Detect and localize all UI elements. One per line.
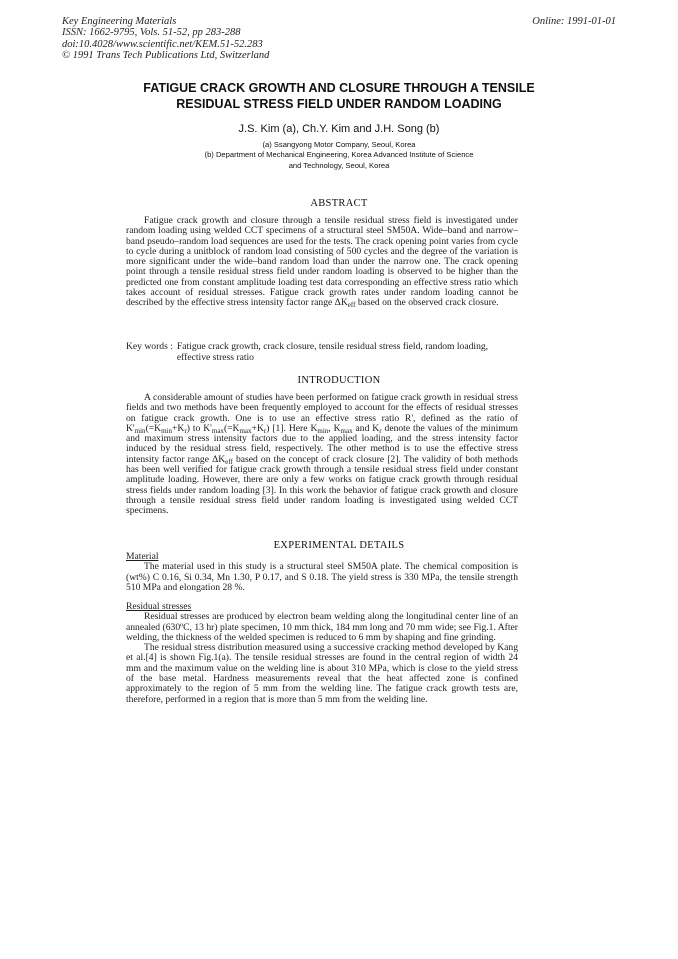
abstract-body — [126, 216, 518, 309]
residual-stresses-section — [126, 602, 518, 705]
introduction-body — [126, 393, 518, 517]
keywords — [126, 342, 518, 363]
affiliation-a: (a) Ssangyong Motor Company, Seoul, Korea — [262, 140, 416, 149]
affiliation-b-line-2: and Technology, Seoul, Korea — [288, 160, 390, 170]
material-paragraph: The material used in this study is a structural steel SM50A plate. The chemical composition is (wt%) C 0.16, Si 0.34, Mn 1.30, P 0.17, and S 0.18. The yield stress is 330 MPa, the tensile strength 510 MPa and elongation 28 %. — [126, 561, 518, 593]
online-date: Online: 1991-01-01 — [532, 16, 616, 27]
title-line-2: RESIDUAL STRESS FIELD UNDER RANDOM LOADING — [176, 97, 502, 111]
material-section — [126, 552, 518, 593]
authors: J.S. Kim (a), Ch.Y. Kim and J.H. Song (b) — [238, 123, 440, 135]
keywords-text: Fatigue crack growth, crack closure, tensile residual stress field, random loading, effective stress ratio — [176, 341, 489, 363]
residual-stresses-subheading: Residual stresses — [126, 601, 192, 612]
issn-line: ISSN: 1662-9795, Vols. 51-52, pp 283-288 — [62, 27, 241, 39]
copyright-line: © 1991 Trans Tech Publications Ltd, Switzerland — [62, 50, 270, 62]
residual-paragraph-2: The residual stress distribution measured using a successive cracking method developed by Kang et al.[4] is shown Fig.1(a). The tensile residual stresses are found in the central region of width 24 mm and the maximum value on the welding line is about 310 MPa, which is close to the yield stress of the base metal. Hardness measurements reveal that the heat affected zone is confined approximately to the region of 5 mm from the welding line. The fatigue crack growth tests are, therefore, performed in a region that is more than 5 mm from the welding line. — [126, 642, 518, 705]
experimental-heading: EXPERIMENTAL DETAILS — [273, 540, 405, 551]
affiliation-b-line-1: (b) Department of Mechanical Engineering, Korea Advanced Institute of Science — [204, 150, 474, 160]
abstract-heading: ABSTRACT — [310, 198, 368, 209]
paper-title — [100, 80, 578, 112]
journal-header — [62, 16, 269, 62]
introduction-heading: INTRODUCTION — [297, 375, 381, 386]
material-subheading: Material — [126, 551, 159, 562]
keywords-label: Key words : — [126, 341, 173, 352]
journal-name: Key Engineering Materials — [62, 16, 177, 27]
introduction-paragraph: A considerable amount of studies have been performed on fatigue crack growth in residual stress fields and two methods have been frequently employed to account for the effects of residual stresses on fatigue crack growth. One is to use an effective stress ratio R', defined as the ratio of $K'_{min}(=K_{min}+K_r)$ to $K'_{max}(=K_{max}+K_r)$ [1]. Here $K_{min}$, $K_{max}$ and $K_r$ denote the values of the minimum and maximum stress intensity factors due to the applied loading, and the stress intensity factor induced by the residual stress field, respectively. The other method is to use the effective stress intensity factor range $\Delta K_{eff}$ based on the concept of crack closure [2]. The validity of both methods has been well verified for fatigue crack growth through a tensile residual stress field under constant amplitude loading. However, there are only a few works on fatigue crack growth through residual stress fields under random loading [3]. In this work the behavior of fatigue crack growth and closure through a tensile residual stress field under random loading is investigated using welded CCT specimens. — [126, 392, 519, 517]
title-line-1: FATIGUE CRACK GROWTH AND CLOSURE THROUGH A TENSILE — [143, 81, 535, 95]
affiliations — [120, 140, 558, 171]
residual-paragraph-1: Residual stresses are produced by electron beam welding along the longitudinal center line of an annealed (630ºC, 13 hr) plate specimen, 10 mm thick, 184 mm long and 70 mm wide; see Fig.1. After welding, the thickness of the welded specimen is reduced to 6 mm by shaping and fine grinding. — [126, 611, 518, 643]
abstract-paragraph: Fatigue crack growth and closure through a tensile residual stress field is investigated under random loading using welded CCT specimens of a structural steel SM50A. Wide–band and narrow–band pseudo–random load sequences are used for the tests. The crack opening point varies from cycle to cycle during a unitblock of random load consisting of 500 cycles and the degree of the variation is more significant under the wide–band random load than under the narrow one. The crack opening point through a tensile residual stress field under random loading is observed to be higher than the predicted one from constant amplitude loading test data corresponding an effective stress ratio which takes account of residual stresses. Fatigue crack growth rates under random loading cannot be described by the effective stress intensity factor range $\Delta K_{eff}$ based on the observed crack closure. — [126, 215, 518, 310]
doi-line: doi:10.4028/www.scientific.net/KEM.51-52.283 — [62, 38, 263, 50]
